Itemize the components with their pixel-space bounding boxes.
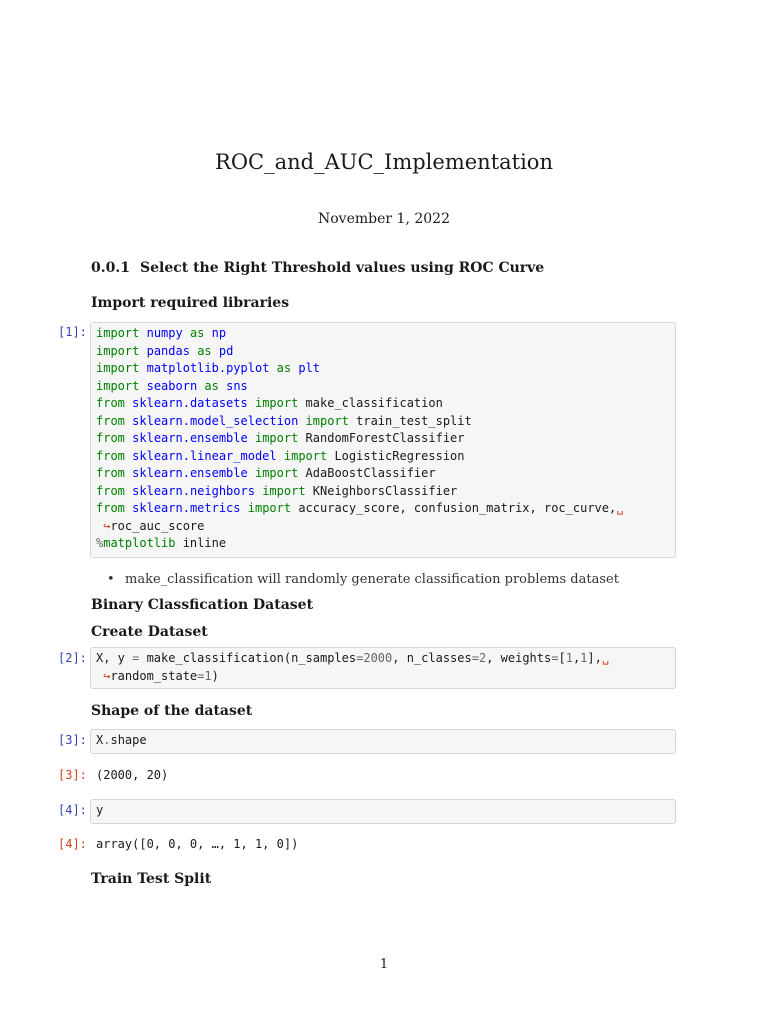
code-cell-4[interactable] xyxy=(90,799,676,824)
code-token: from xyxy=(96,466,125,480)
code-token xyxy=(212,344,219,358)
code-line xyxy=(96,650,670,668)
code-token: inline xyxy=(175,536,227,550)
code-line xyxy=(96,430,670,448)
code-token: . xyxy=(103,733,111,747)
code-token: = xyxy=(471,651,479,665)
code-token: LogisticRegression xyxy=(327,448,465,463)
code-token: ], xyxy=(587,651,602,665)
code-token: AdaBoostClassifier xyxy=(298,466,436,480)
code-token xyxy=(248,396,255,410)
code-token: roc_auc_score xyxy=(110,518,205,533)
code-token: numpy xyxy=(146,326,183,340)
section-number: 0.0.1 xyxy=(91,260,130,276)
code-token: import xyxy=(247,501,292,515)
code-token: X xyxy=(96,733,104,747)
code-cell-3[interactable] xyxy=(90,729,676,754)
code-token: ↪ xyxy=(96,668,111,683)
code-token: from xyxy=(96,501,125,515)
code-token: np xyxy=(211,326,227,340)
document-date: November 1, 2022 xyxy=(318,211,450,227)
code-token: matplotlib.pyplot xyxy=(146,361,270,375)
code-token: = xyxy=(132,651,140,665)
code-token: sklearn.linear_model xyxy=(132,448,277,463)
bullet-dot: • xyxy=(107,572,115,587)
code-token: 1 xyxy=(204,668,212,683)
code-token: 2000 xyxy=(363,651,393,665)
code-token: ␣ xyxy=(616,501,624,515)
code-token: from xyxy=(96,413,125,428)
code-token: [ xyxy=(558,651,566,665)
code-token: sklearn.datasets xyxy=(132,396,248,410)
code-token xyxy=(183,326,190,340)
code-token: sklearn.metrics xyxy=(132,501,241,515)
code-line xyxy=(96,500,670,518)
code-token: , xyxy=(572,651,581,665)
cell-2-prompt: [2]: xyxy=(58,651,87,665)
code-token: as xyxy=(197,343,212,358)
code-line xyxy=(96,802,670,820)
code-token: KNeighborsClassifier xyxy=(305,483,458,498)
code-token: import xyxy=(254,466,299,480)
code-line xyxy=(96,732,670,750)
code-token: , n_classes xyxy=(392,651,472,665)
code-token: y xyxy=(96,803,104,817)
code-token: = xyxy=(356,651,364,665)
code-token: ) xyxy=(211,668,219,683)
heading-binary: Binary Classfication Dataset xyxy=(91,597,314,613)
code-token: 2 xyxy=(478,651,487,665)
code-token: pandas xyxy=(146,343,190,358)
code-line xyxy=(96,518,670,536)
cell-4-prompt: [4]: xyxy=(58,803,87,817)
code-token: 1 xyxy=(565,651,573,665)
code-line xyxy=(96,395,670,413)
code-line xyxy=(96,668,670,686)
code-token: matplotlib xyxy=(103,536,176,550)
code-token xyxy=(204,326,211,340)
output-3-prompt: [3]: xyxy=(58,768,87,782)
code-token: import xyxy=(283,448,328,463)
code-token: plt xyxy=(298,361,321,375)
code-token: import xyxy=(96,343,140,358)
code-token: from xyxy=(96,396,125,410)
code-token: 1 xyxy=(580,651,588,665)
code-token: pd xyxy=(218,343,234,358)
code-token xyxy=(139,344,146,358)
heading-shape: Shape of the dataset xyxy=(91,703,253,719)
code-token xyxy=(269,361,276,375)
output-3: (2000, 20) xyxy=(96,768,169,782)
document-title: ROC_and_AUC_Implementation xyxy=(215,150,553,174)
code-token: ↪ xyxy=(96,518,111,533)
heading-create: Create Dataset xyxy=(91,624,208,640)
code-token: import xyxy=(96,326,140,340)
code-line xyxy=(96,378,670,396)
page-number: 1 xyxy=(379,957,389,972)
code-token: from xyxy=(96,448,125,463)
code-token xyxy=(139,326,146,340)
code-cell-2[interactable] xyxy=(90,647,676,689)
code-token: random_state xyxy=(110,668,198,683)
code-token xyxy=(219,379,226,393)
cell-1-prompt: [1]: xyxy=(58,325,87,339)
code-token: = xyxy=(551,651,559,665)
bullet-item xyxy=(107,572,619,587)
bullet-text: make_classification will randomly generate classification problems dataset xyxy=(125,572,619,587)
heading-import: Import required libraries xyxy=(91,295,290,311)
section-title: Select the Right Threshold values using ROC Curve xyxy=(139,260,545,276)
code-token: as xyxy=(189,326,205,340)
code-line xyxy=(96,448,670,466)
code-token xyxy=(248,431,255,445)
code-token: % xyxy=(96,536,104,550)
code-token: sklearn.neighbors xyxy=(132,483,255,498)
code-token xyxy=(298,414,305,428)
code-token: = xyxy=(197,668,205,683)
cell-3-prompt: [3]: xyxy=(58,733,87,747)
code-token: sklearn.model_selection xyxy=(132,413,299,428)
section-heading xyxy=(91,260,544,276)
code-line xyxy=(96,325,670,343)
code-line xyxy=(96,343,670,361)
code-token: seaborn xyxy=(146,378,198,393)
code-token: make_classification(n_samples xyxy=(139,651,357,665)
code-token: from xyxy=(96,483,125,498)
code-token: X, y xyxy=(96,651,133,665)
code-line xyxy=(96,483,670,501)
code-token: RandomForestClassifier xyxy=(298,431,465,445)
code-line xyxy=(96,465,670,483)
output-4: array([0, 0, 0, …, 1, 1, 0]) xyxy=(96,837,299,851)
code-token: make_classification xyxy=(298,396,443,410)
code-token xyxy=(277,449,284,463)
code-token xyxy=(248,466,255,480)
code-line xyxy=(96,413,670,431)
code-token: ␣ xyxy=(601,651,610,665)
code-token: as xyxy=(204,378,219,393)
code-line xyxy=(96,360,670,378)
code-token xyxy=(139,379,146,393)
code-token: import xyxy=(254,431,299,445)
code-token: as xyxy=(276,361,292,375)
code-token: sklearn.ensemble xyxy=(132,466,248,480)
code-token: import xyxy=(254,396,299,410)
code-cell-1[interactable] xyxy=(90,322,676,558)
code-token: , weights xyxy=(486,651,552,665)
code-token xyxy=(139,361,146,375)
code-token: train_test_split xyxy=(348,413,472,428)
code-token: from xyxy=(96,431,125,445)
code-token: import xyxy=(262,483,306,498)
code-token xyxy=(241,501,248,515)
code-token: accuracy_score, confusion_matrix, roc_curve, xyxy=(291,501,617,515)
code-token: import xyxy=(96,361,140,375)
code-token: sklearn.ensemble xyxy=(132,431,248,445)
code-token: shape xyxy=(110,733,147,747)
code-token: import xyxy=(96,378,140,393)
code-token: import xyxy=(305,413,349,428)
code-line xyxy=(96,535,670,553)
heading-split: Train Test Split xyxy=(91,871,212,887)
code-token: sns xyxy=(226,378,248,393)
output-4-prompt: [4]: xyxy=(58,837,87,851)
